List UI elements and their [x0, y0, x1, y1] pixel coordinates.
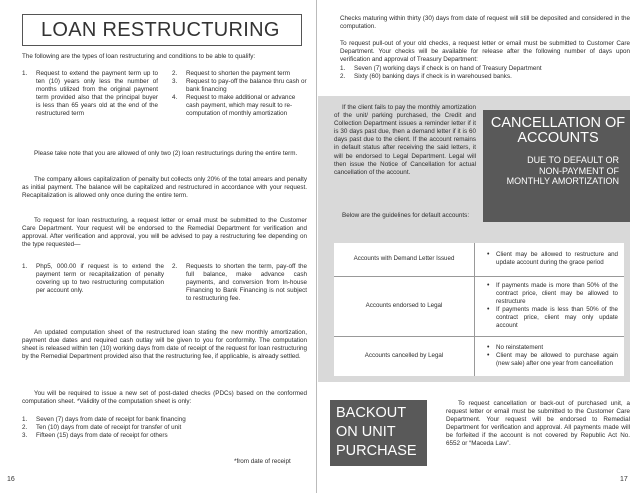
table-row-label: Accounts with Demand Letter Issued	[334, 243, 475, 276]
list-item: 1. Request to extend the payment term up to ten (10) years only less the number of months utilized from the original payment term provided also that the principal buyer is less than 65 years old at the end of the restructured term	[22, 70, 158, 118]
guidelines-table	[334, 243, 624, 376]
backout-paragraph: To request cancellation or back-out of purchased unit, a request letter or email must be submitted to the Customer Care Department. Your request will be endorsed to Remedial Department for verification and approval. All payments made will be forfeited if the account is not covered by Republic Act No. 6552 or “Maceda Law”.	[446, 400, 630, 448]
backout-heading-box	[330, 400, 427, 466]
list-item: • Client may be allowed to purchase again (new sale) after one year from cancellation	[487, 352, 618, 368]
list-item: 2. Request to shorten the payment term	[172, 70, 290, 77]
list-item: 2. Requests to shorten the term, pay-off the full balance, make advance cash payments, and conversion from In-house Financing to Bank Financing is not subject to restructuring fee.	[172, 263, 307, 303]
table-row-label: Accounts endorsed to Legal	[334, 276, 475, 336]
list-item: 1. Seven (7) working days if check is on hand of Treasury Department	[340, 65, 542, 72]
list-item: 1. Seven (7) days from date of receipt for bank financing	[22, 416, 186, 423]
guidelines-intro: Below are the guidelines for default accounts:	[342, 212, 470, 219]
updated-computation-paragraph: An updated computation sheet of the restructured loan stating the new monthly amortization, payment due dates and required cash outlay will be given to you for conformity. The computation sheet is released within ten (10) working days from date of receipt of the request for loan restructuring by the Remedial Department provided also that the restructuring fee, if applicable, is already settled.	[22, 329, 307, 361]
cancellation-heading: CANCELLATION OF ACCOUNTS	[490, 115, 626, 146]
validity-list	[22, 416, 307, 440]
fee-col2	[172, 263, 307, 303]
page-number-right: 17	[620, 476, 628, 483]
list-item: • If payments made is less than 50% of the contract price, client may only update account	[487, 306, 618, 330]
table-row-bullets	[475, 276, 625, 336]
page-number-left: 16	[7, 476, 15, 483]
list-item: • Client may be allowed to restructure and update account during the grace period	[487, 251, 618, 267]
fee-col1	[22, 263, 164, 295]
list-item: • No reinstatement	[487, 344, 618, 352]
list-item: 2. Sixty (60) banking days if check is in warehoused banks.	[340, 73, 512, 81]
cancellation-heading-box	[483, 110, 630, 222]
table-row-label: Accounts cancelled by Legal	[334, 336, 475, 376]
backout-heading: BACKOUT ON UNIT PURCHASE	[336, 405, 417, 459]
section-title-box	[22, 14, 302, 46]
table-row-bullets	[475, 243, 625, 276]
table-row	[334, 243, 624, 276]
pullout-list	[340, 65, 630, 81]
list-item: 4. Request to make additional or advance cash payment, which may result to re-computation of monthly amortization	[172, 94, 296, 118]
table-row	[334, 336, 624, 376]
pdc-paragraph: You will be required to issue a new set of post-dated checks (PDCs) based on the conformed computation sheet. *Validity of the computation sheet is only:	[22, 390, 307, 406]
allowed-restructurings-paragraph: Please take note that you are allowed of only two (2) loan restructurings during the entire term.	[34, 150, 298, 157]
footnote: *from date of receipt	[234, 458, 291, 465]
list-item: • If payments made is more than 50% of the contract price, client may be allowed to restructure	[487, 282, 618, 306]
list-item: 2. Ten (10) days from date of receipt for transfer of unit	[22, 424, 182, 432]
table-row	[334, 276, 624, 336]
intro-text: The following are the types of loan restructuring and conditions to be able to qualify:	[22, 53, 256, 60]
list-item: 1. Php5, 000.00 if request is to extend the payment term or recapitalization of penalty covering up to two restructuring computation per account only.	[22, 263, 164, 295]
page-gutter	[316, 0, 317, 493]
restructure-types-col1	[22, 70, 158, 119]
page-title: LOAN RESTRUCTURING	[41, 19, 280, 41]
list-item: 3. Request to pay-off the balance thru cash or bank financing	[172, 78, 307, 94]
list-item: 3. Fifteen (15) days from date of receipt for others	[22, 432, 168, 440]
checks-paragraph: Checks maturing within thirty (30) days from date of request will still be deposited and considered in the computation.	[340, 15, 630, 31]
restructure-types-col2	[172, 70, 307, 119]
pullout-paragraph: To request pull-out of your old checks, a request letter or email must be submitted to Customer Care Department. Your checks will be available for release after the following number of days upon verification and approval of Treasury Department:	[340, 40, 630, 64]
cancellation-subheading: DUE TO DEFAULT OR NON-PAYMENT OF MONTHLY AMORTIZATION	[506, 155, 619, 186]
cancellation-paragraph: If the client fails to pay the monthly amortization of the unit/ parking purchased, the Credit and Collection Department issues a reminder letter if it is 30 days past due, then a demand letter if it is 60 days past due to the client. If the account remains in default status after receiving the said letters, it will be endorsed to Legal Department. Legal will then issue the Notice of Cancellation for actual cancellation of the account.	[334, 104, 476, 176]
table-row-bullets	[475, 336, 625, 376]
capitalization-paragraph: The company allows capitalization of penalty but collects only 20% of the total arrears and penalty as initial payment. The balance will be capitalized and restructured in accordance with your request. Recapitalization is allowed only once during the entire term.	[22, 176, 307, 200]
request-paragraph: To request for loan restructuring, a request letter or email must be submitted to the Customer Care Department. Your request will be endorsed to the Remedial Department for verification and approval. After verification and approval, you will be advised to pay a restructuring fee depending on the type requested—	[22, 217, 307, 249]
